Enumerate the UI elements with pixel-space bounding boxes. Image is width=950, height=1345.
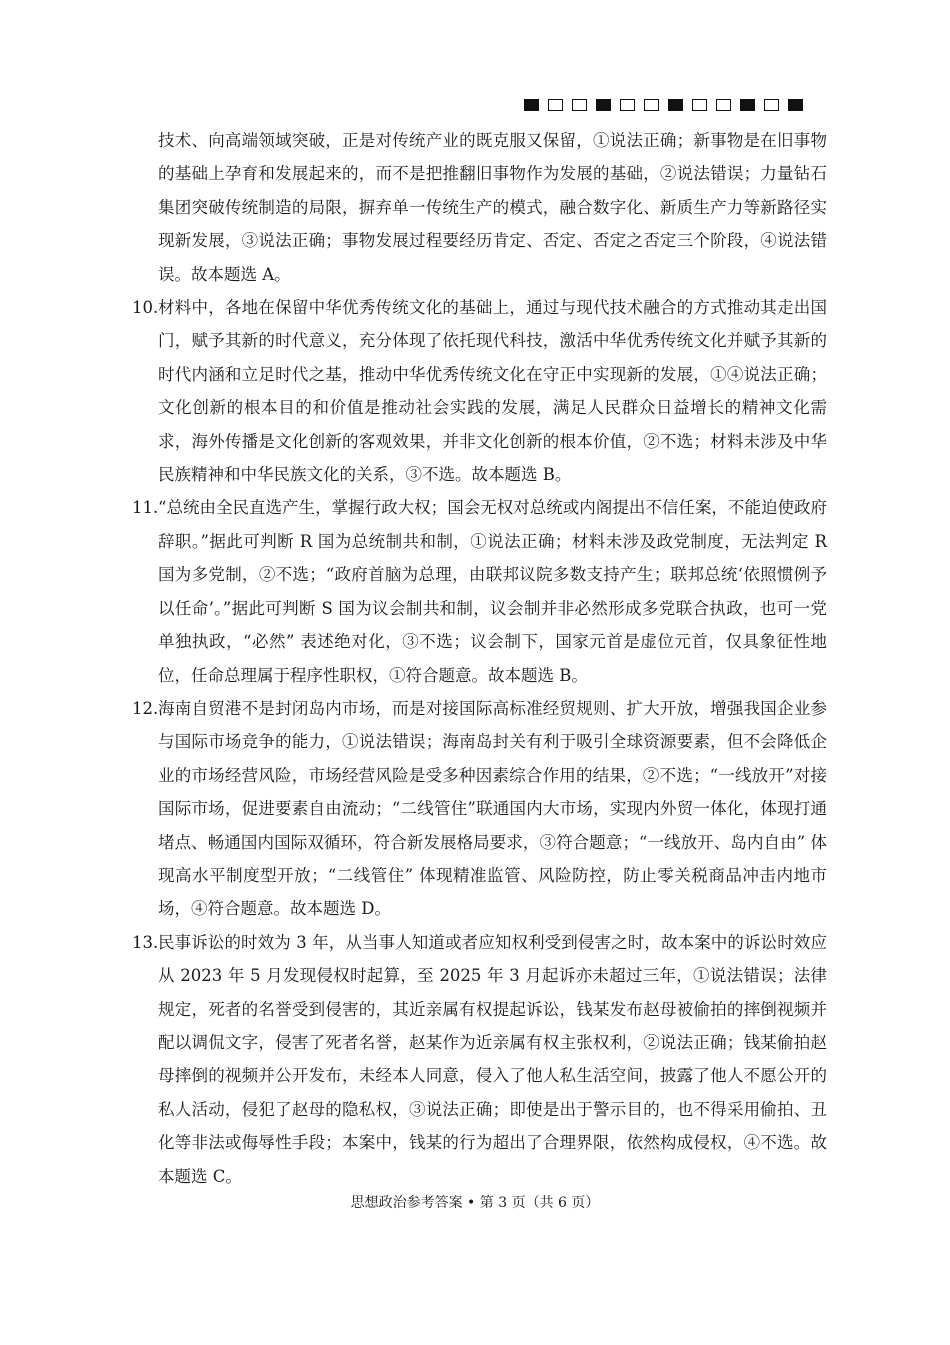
- answer-text: 民事诉讼的时效为 3 年，从当事人知道或者应知权利受到侵害之时，故本案中的诉讼时效应从 2023 年 5 月发现侵权时起算，至 2025 年 3 月起诉亦未超过三年，①说法错误；法律规定，死者的名誉受到侵害的，其近亲属有权提起诉讼，钱某发布赵母被偷拍的摔倒视频并配以调侃文字，侵害了死者名誉，赵某作为近亲属有权主张权利，②说法正确；钱某偷拍赵母摔倒的视频并公开发布，未经本人同意，侵入了他人私生活空间，披露了他人不愿公开的私人活动，侵犯了赵母的隐私权，③说法正确；即使是出于警示目的，也不得采用偷拍、丑化等非法或侮辱性手段；本案中，钱某的行为超出了合理界限，依然构成侵权，④不选。故本题选 C。: [158, 932, 827, 1186]
- empty-square-mark: [548, 99, 563, 111]
- filled-square-mark: [668, 99, 683, 111]
- empty-square-mark: [716, 99, 731, 111]
- filled-square-mark: [596, 99, 611, 111]
- header-marks: [524, 99, 803, 111]
- answer-paragraph: [132, 926, 827, 1193]
- empty-square-mark: [572, 99, 587, 111]
- answer-text: “总统由全民直选产生，掌握行政大权；国会无权对总统或内阁提出不信任案，不能迫使政府辞职。”据此可判断 R 国为总统制共和制，①说法正确；材料未涉及政党制度，无法判定 R 国为多党制，②不选；“政府首脑为总理，由联邦议院多数支持产生；联邦总统‘依照惯例予以任命’。”据此可判断 S 国为议会制共和制，议会制并非必然形成多党联合执政，也可一党单独执政，“必然” 表述绝对化，③不选；议会制下，国家元首是虚位元首，仅具象征性地位，任命总理属于程序性职权，①符合题意。故本题选 B。: [158, 498, 827, 685]
- question-number: 11.: [132, 498, 159, 518]
- answer-content: [132, 124, 827, 1193]
- answer-paragraph: [132, 124, 827, 291]
- answer-paragraph: [132, 291, 827, 491]
- question-number: 13.: [132, 932, 159, 952]
- answer-paragraph: [132, 692, 827, 926]
- answer-paragraph: [132, 491, 827, 691]
- filled-square-mark: [524, 99, 539, 111]
- empty-square-mark: [644, 99, 659, 111]
- empty-square-mark: [692, 99, 707, 111]
- page-footer: 思想政治参考答案 • 第 3 页（共 6 页）: [350, 1195, 600, 1211]
- answer-text: 技术、向高端领域突破，正是对传统产业的既克服又保留，①说法正确；新事物是在旧事物的基础上孕育和发展起来的，而不是把推翻旧事物作为发展的基础，②说法错误；力量钻石集团突破传统制造的局限，摒弃单一传统生产的模式，融合数字化、新质生产力等新路径实现新发展，③说法正确；事物发展过程要经历肯定、否定、否定之否定三个阶段，④说法错误。故本题选 A。: [158, 131, 827, 284]
- filled-square-mark: [788, 99, 803, 111]
- question-number: 10.: [132, 298, 159, 318]
- answer-text: 材料中，各地在保留中华优秀传统文化的基础上，通过与现代技术融合的方式推动其走出国门，赋予其新的时代意义，充分体现了依托现代科技，激活中华优秀传统文化并赋予其新的时代内涵和立足时代之基，推动中华优秀传统文化在守正中实现新的发展，①④说法正确；文化创新的根本目的和价值是推动社会实践的发展，满足人民群众日益增长的精神文化需求，海外传播是文化创新的客观效果，并非文化创新的根本价值，②不选；材料未涉及中华民族精神和中华民族文化的关系，③不选。故本题选 B。: [158, 298, 827, 485]
- empty-square-mark: [764, 99, 779, 111]
- question-number: 12.: [132, 698, 159, 718]
- empty-square-mark: [620, 99, 635, 111]
- answer-text: 海南自贸港不是封闭岛内市场，而是对接国际高标准经贸规则、扩大开放，增强我国企业参与国际市场竞争的能力，①说法错误；海南岛封关有利于吸引全球资源要素，但不会降低企业的市场经营风险，市场经营风险是受多种因素综合作用的结果，②不选；“一线放开”对接国际市场，促进要素自由流动；“二线管住”联通国内大市场，实现内外贸一体化，体现打通堵点、畅通国内国际双循环，符合新发展格局要求，③符合题意；“一线放开、岛内自由” 体现高水平制度型开放；“二线管住” 体现精准监管、风险防控，防止零关税商品冲击内地市场，④符合题意。故本题选 D。: [158, 698, 827, 919]
- filled-square-mark: [740, 99, 755, 111]
